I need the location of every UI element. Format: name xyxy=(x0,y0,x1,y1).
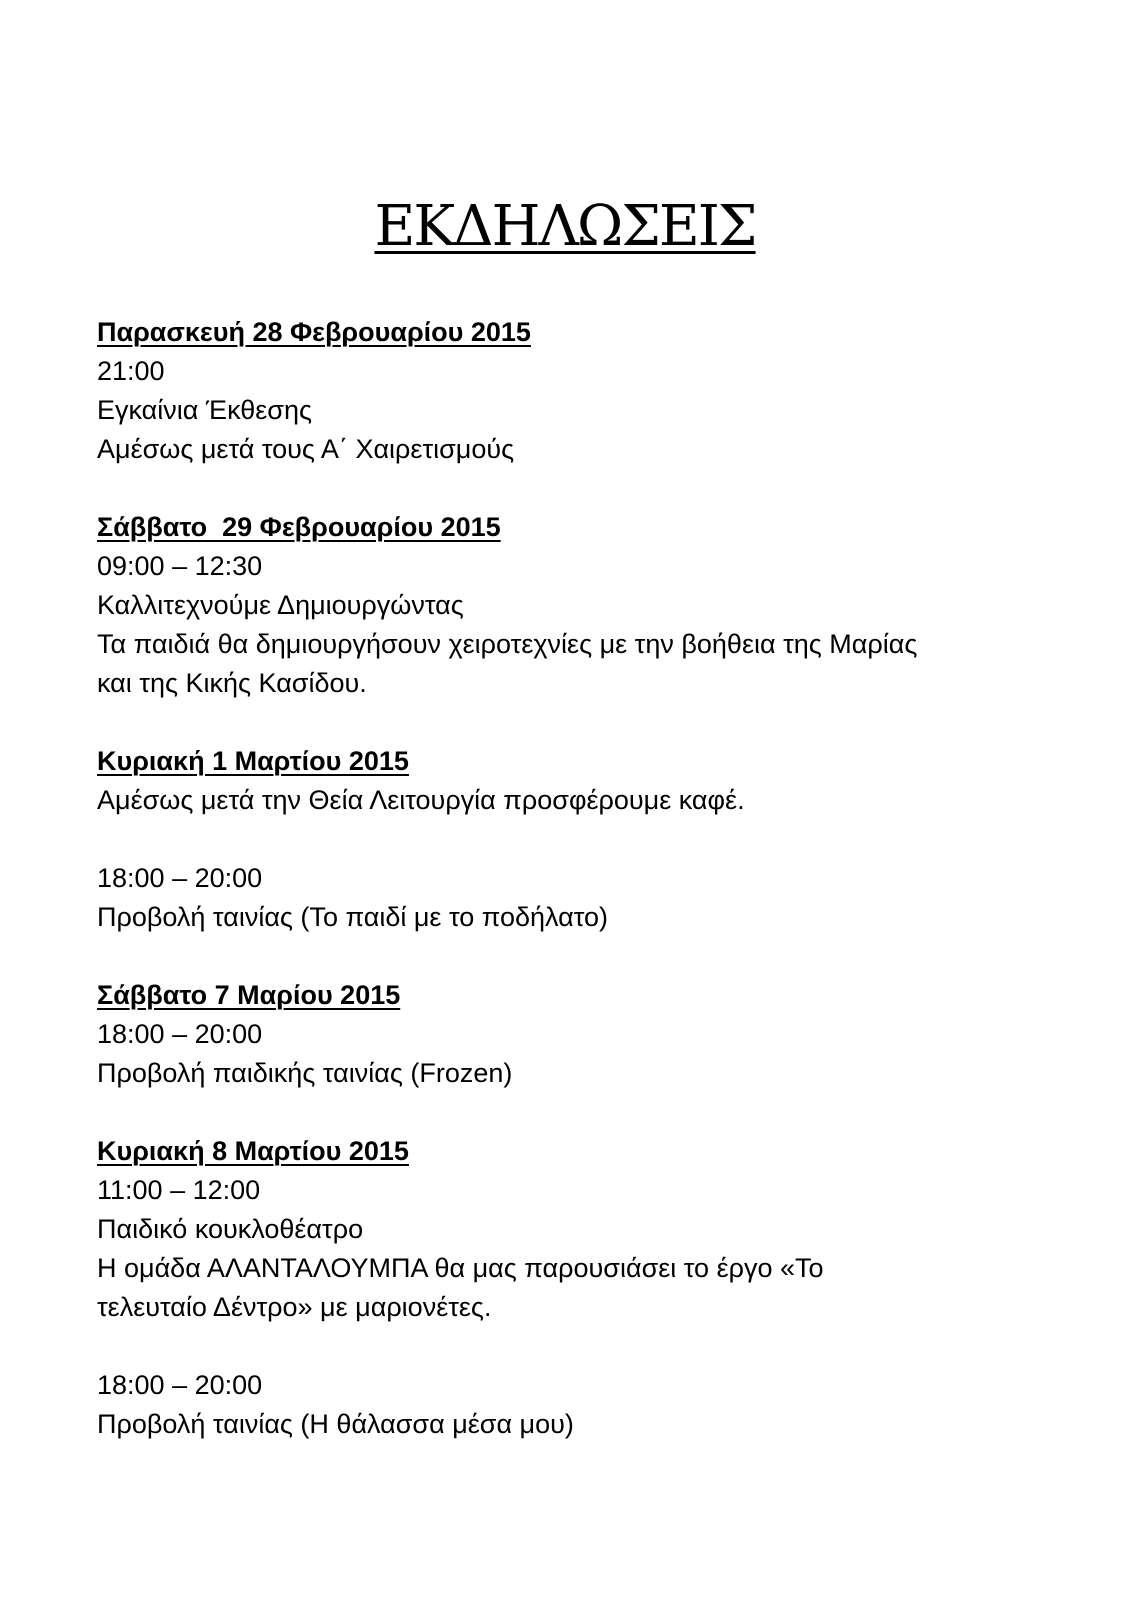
event-heading: Κυριακή 1 Μαρτίου 2015 xyxy=(97,746,409,776)
event-description: και της Κικής Κασίδου. xyxy=(97,668,367,698)
event-title: Προβολή παιδικής ταινίας (Frozen) xyxy=(97,1058,513,1088)
event-description: Αμέσως μετά την Θεία Λειτουργία προσφέρουμε καφέ. xyxy=(97,785,745,815)
event-section xyxy=(97,508,1057,703)
event-time: 18:00 – 20:00 xyxy=(97,1019,263,1049)
event-time: 21:00 xyxy=(97,356,165,386)
event-heading: Σάββατο 29 Φεβρουαρίου 2015 xyxy=(97,512,501,542)
spacer xyxy=(97,703,1057,742)
event-time: 18:00 – 20:00 xyxy=(97,863,263,893)
event-description: Τα παιδιά θα δημιουργήσουν χειροτεχνίες με την βοήθεια της Μαρίας xyxy=(97,629,918,659)
event-title: Παιδικό κουκλοθέατρο xyxy=(97,1214,364,1244)
spacer xyxy=(97,937,1057,976)
event-section xyxy=(97,1132,1057,1444)
event-section xyxy=(97,976,1057,1093)
event-title: Προβολή ταινίας (Η θάλασσα μέσα μου) xyxy=(97,1409,574,1439)
event-time: 11:00 – 12:00 xyxy=(97,1175,261,1205)
event-description: Η ομάδα ΑΛΑΝΤΑΛΟΥΜΠΑ θα μας παρουσιάσει το έργο «Το xyxy=(97,1253,824,1283)
spacer xyxy=(97,1093,1057,1132)
event-heading: Σάββατο 7 Μαρίου 2015 xyxy=(97,980,401,1010)
event-time: 18:00 – 20:00 xyxy=(97,1370,263,1400)
event-heading: Παρασκευή 28 Φεβρουαρίου 2015 xyxy=(97,317,531,347)
title-text: ΕΚΔΗΛΩΣΕΙΣ xyxy=(374,194,756,259)
spacer xyxy=(97,820,1057,859)
event-title: Εγκαίνια Έκθεσης xyxy=(97,395,312,425)
document-title xyxy=(0,192,1130,262)
event-title: Καλλιτεχνούμε Δημιουργώντας xyxy=(97,590,464,620)
event-description: τελευταίο Δέντρο» με μαριονέτες. xyxy=(97,1292,492,1322)
spacer xyxy=(97,1327,1057,1366)
event-section xyxy=(97,313,1057,469)
event-description: Αμέσως μετά τους Α΄ Χαιρετισμούς xyxy=(97,434,515,464)
events-list xyxy=(97,313,1057,1444)
event-time: 09:00 – 12:30 xyxy=(97,551,263,581)
spacer xyxy=(97,469,1057,508)
event-title: Προβολή ταινίας (Το παιδί με το ποδήλατο) xyxy=(97,902,609,932)
event-heading: Κυριακή 8 Μαρτίου 2015 xyxy=(97,1136,409,1166)
event-section xyxy=(97,742,1057,937)
